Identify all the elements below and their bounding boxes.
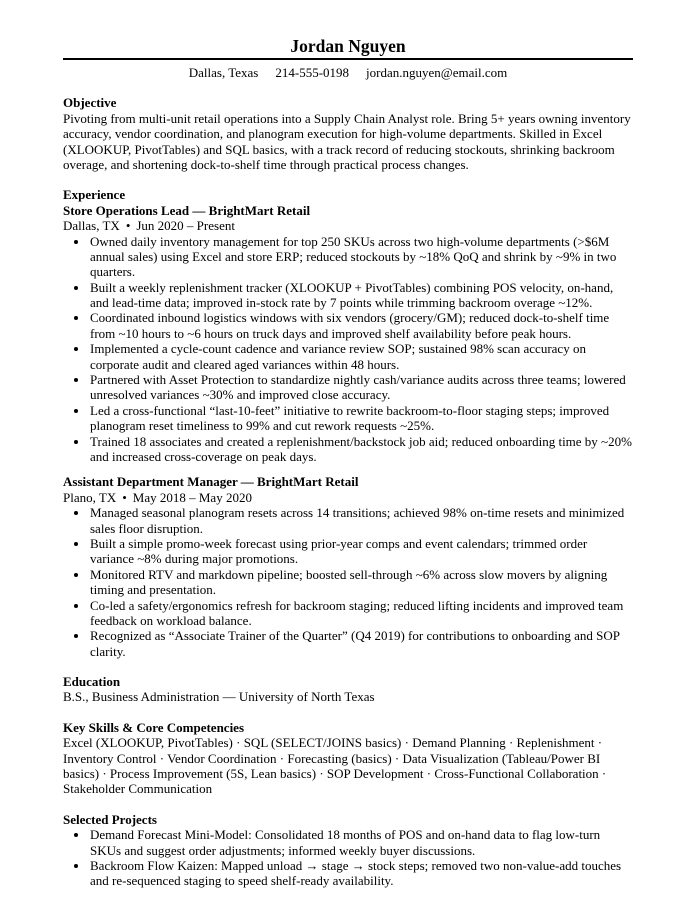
list-item: • Partnered with Asset Protection to standardize nightly cash/variance audits across three teams; lowered unresolved variances ~30% and improved close accuracy.	[89, 372, 633, 403]
section-projects	[63, 812, 633, 889]
job-bullet-list	[63, 234, 633, 465]
list-item: • Implemented a cycle-count cadence and variance review SOP; sustained 98% scan accuracy on corporate audit and cleared aged variances within 48 hours.	[89, 341, 633, 372]
list-item: • Co-led a safety/ergonomics refresh for backroom staging; reduced lifting incidents and improved team feedback on workload balance.	[89, 598, 633, 629]
job-meta	[63, 490, 633, 505]
list-item: • Monitored RTV and markdown pipeline; boosted sell-through ~6% across slow movers by aligning timing and presentation.	[89, 567, 633, 598]
job-bullet-list	[63, 505, 633, 659]
section-experience	[63, 187, 633, 659]
contact-location: Dallas, Texas	[188, 65, 259, 80]
section-education	[63, 674, 633, 705]
section-objective	[63, 95, 633, 172]
bullet-separator: •	[122, 489, 127, 505]
education-heading: Education	[63, 674, 121, 690]
job-dates: May 2018 – May 2020	[132, 489, 252, 505]
job-title: Assistant Department Manager — BrightMart Retail	[63, 474, 359, 490]
skills-body: Excel (XLOOKUP, PivotTables) · SQL (SELECT/JOINS basics) · Demand Planning · Replenishment · Inventory Control · Vendor Coordination · Forecasting (basics) · Data Visualization (Tableau/Power BI basics) · Process Improvement (5S, Lean basics) · SOP Development · Cross-Functional Collaboration · Stakeholder Communication	[63, 735, 607, 797]
list-item: • Owned daily inventory management for top 250 SKUs across two high-volume departments (>$6M annual sales) using Excel and store ERP; reduced stockouts by ~18% QoQ and shrink by ~9% in two quarters.	[89, 234, 633, 280]
list-item: • Led a cross-functional “last-10-feet” initiative to rewrite backroom-to-floor staging steps; improved planogram reset timeliness to 99% and cut rework requests ~25%.	[89, 403, 633, 434]
objective-heading: Objective	[63, 95, 117, 111]
list-item: • Demand Forecast Mini-Model: Consolidated 18 months of POS and on-hand data to flag low-turn SKUs and suggest order adjustments; informed weekly buyer discussions.	[89, 827, 633, 858]
job-meta	[63, 218, 633, 233]
page-title: Jordan Nguyen	[290, 36, 406, 56]
list-item: • Recognized as “Associate Trainer of the Quarter” (Q4 2019) for contributions to onboarding and SOP clarity.	[89, 628, 633, 659]
contact-email: jordan.nguyen@email.com	[366, 65, 508, 80]
experience-heading: Experience	[63, 187, 126, 203]
education-body: B.S., Business Administration — University of North Texas	[63, 689, 375, 705]
list-item: • Built a simple promo-week forecast using prior-year comps and event calendars; trimmed order variance ~8% during major promotions.	[89, 536, 633, 567]
job-location: Dallas, TX	[63, 218, 120, 234]
list-item: • Built a weekly replenishment tracker (XLOOKUP + PivotTables) combining POS velocity, on-hand, and lead-time data; improved in-stock rate by 7 points while trimming backroom overage ~12%.	[89, 280, 633, 311]
skills-heading: Key Skills & Core Competencies	[63, 719, 245, 735]
job-entry-assistant-department-manager	[63, 474, 633, 659]
list-item: • Managed seasonal planogram resets across 14 transitions; achieved 98% on-time resets and minimized sales floor disruption.	[89, 505, 633, 536]
projects-heading: Selected Projects	[63, 811, 157, 827]
job-dates: Jun 2020 – Present	[136, 218, 235, 234]
list-item: • Coordinated inbound logistics windows with six vendors (grocery/GM); reduced dock-to-shelf time from ~10 hours to ~6 hours on truck days and improved shelf availability before peak hours.	[89, 310, 633, 341]
job-title: Store Operations Lead — BrightMart Retail	[63, 202, 311, 218]
bullet-separator: •	[125, 218, 131, 234]
resume-header	[63, 36, 633, 80]
section-skills	[63, 720, 633, 797]
projects-bullet-list	[63, 827, 633, 889]
job-entry-store-operations-lead	[63, 203, 633, 465]
job-location: Plano, TX	[63, 489, 117, 505]
contact-phone: 214-555-0198	[275, 65, 350, 80]
list-item: • Trained 18 associates and created a replenishment/backstock job aid; reduced onboarding time by ~20% and increased cross-coverage on peak days.	[89, 434, 633, 465]
list-item: • Backroom Flow Kaizen: Mapped unload → stage → stock steps; removed two non-value-add touches and re-sequenced staging to speed shelf-ready availability.	[89, 858, 633, 889]
objective-body: Pivoting from multi-unit retail operations into a Supply Chain Analyst role. Bring 5+ years owning inventory accuracy, vendor coordination, and planogram execution for high-volume departments. Skilled in Excel (XLOOKUP, PivotTables) and SQL basics, with a track record of reducing stockouts, shrinking backroom overage, and shortening dock-to-shelf time through practical process changes.	[63, 110, 631, 172]
contact-line	[63, 65, 633, 80]
header-divider	[63, 58, 633, 60]
